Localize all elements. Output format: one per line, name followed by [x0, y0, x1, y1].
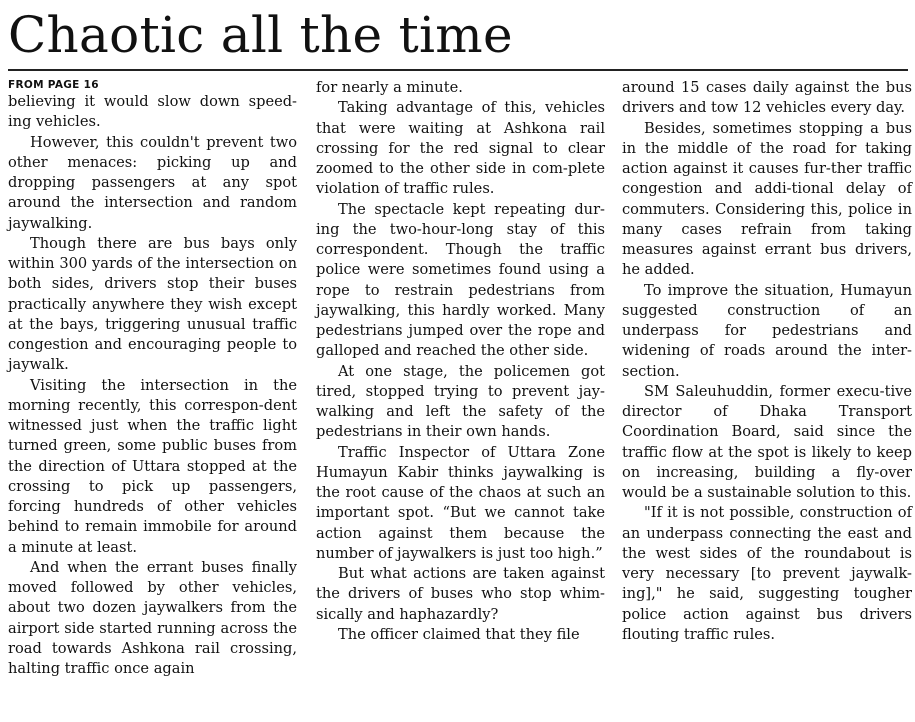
- paragraph: And when the errant buses finally moved followed by other vehicles, about two dozen jaywalkers from the airport side started running across the road towards Ashkona rail crossing, halting traffic once again: [8, 558, 297, 677]
- paragraph: "If it is not possible, construction of an underpass connecting the east and the west sides of the roundabout is very necessary [to prevent jaywalk-ing]," he said, suggesting tougher police action against bus drivers flouting traffic rules.: [622, 504, 912, 643]
- paragraph: SM Saleuhuddin, former execu-tive director of Dhaka Transport Coordination Board, said since the traffic flow at the spot is likely to keep on increasing, building a fly-over would be a sustainable solution to this.: [622, 382, 912, 501]
- headline-rule: [8, 69, 908, 71]
- paragraph: The officer claimed that they file: [338, 625, 580, 643]
- paragraph: Though there are bus bays only within 300 yards of the intersection on both sides, drivers stop their buses practically anywhere they wish except at the bays, triggering unusual traffic congestion and encouraging people to jaywalk.: [8, 234, 297, 374]
- paragraph: The spectacle kept repeating dur-ing the two-hour-long stay of this correspondent. Though the traffic police were sometimes found using a rope to restrain pedestrians from jaywalking, this hardly worked. Many pedestrians jumped over the rope and galloped and reached the other side.: [316, 200, 605, 360]
- paragraph: for nearly a minute.: [316, 79, 463, 96]
- headline: Chaotic all the time: [8, 6, 513, 64]
- paragraph: Besides, sometimes stopping a bus in the middle of the road for taking action against it causes fur-ther traffic congestion and addi-tional delay of commuters. Considering this, police in many cases refrain from taking measures against errant bus drivers, he added.: [622, 119, 912, 279]
- paragraph: At one stage, the policemen got tired, stopped trying to prevent jay-walking and left the safety of the pedestrians in their own hands.: [316, 362, 605, 441]
- paragraph: Visiting the intersection in the morning recently, this correspon-dent witnessed just when the traffic light turned green, some public buses from the direction of Uttara stopped at the crossing to pick up passengers, forcing hundreds of other vehicles behind to remain immobile for around a minute at least.: [8, 376, 297, 556]
- paragraph: To improve the situation, Humayun suggested construction of an underpass for pedestrians and widening of roads around the inter-section.: [622, 281, 912, 380]
- paragraph: believing it would slow down speed-ing vehicles.: [8, 93, 297, 131]
- paragraph: Traffic Inspector of Uttara Zone Humayun Kabir thinks jaywalking is the root cause of the chaos at such an important spot. “But we cannot take action against them because the number of jaywalkers is just too high.”: [316, 443, 605, 562]
- column-2: [316, 78, 605, 645]
- column-3: [622, 78, 912, 645]
- paragraph: However, this couldn't prevent two other menaces: picking up and dropping passengers at any spot around the intersection and random jaywalking.: [8, 133, 297, 232]
- paragraph: But what actions are taken against the drivers of buses who stop whim-sically and haphazardly?: [316, 565, 605, 623]
- paragraph: Taking advantage of this, vehicles that were waiting at Ashkona rail crossing for the red signal to clear zoomed to the other side in com-plete violation of traffic rules.: [316, 99, 605, 198]
- column-1: [8, 78, 297, 679]
- jump-line: FROM PAGE 16: [8, 79, 99, 91]
- paragraph: around 15 cases daily against the bus drivers and tow 12 vehicles every day.: [622, 79, 912, 117]
